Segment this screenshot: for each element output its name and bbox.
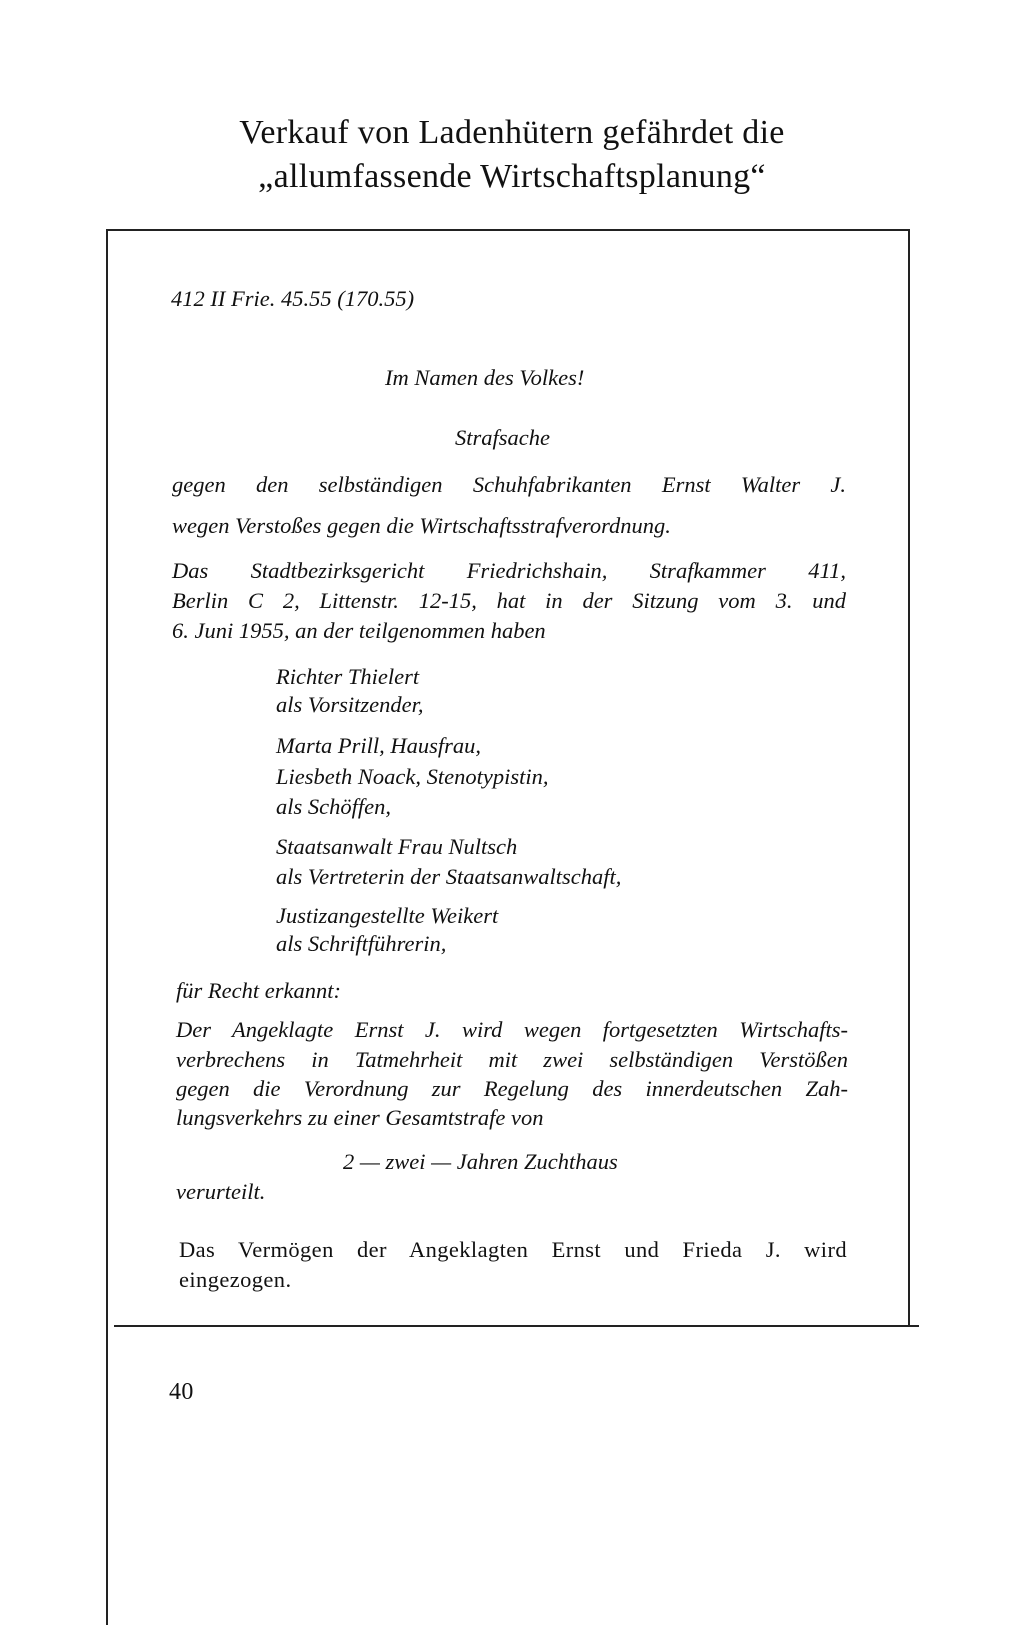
case-number: 412 II Frie. 45.55 (170.55) bbox=[171, 286, 415, 311]
court-line-1: Das Stadtbezirksgericht Friedrichshain, Strafkammer 411, bbox=[172, 558, 846, 583]
frame-top-rule bbox=[106, 229, 910, 231]
article-title-line-1: Verkauf von Ladenhütern gefährdet die bbox=[239, 114, 785, 151]
participant-line: Richter Thielert bbox=[276, 664, 420, 689]
verdict-line-3: gegen die Verordnung zur Regelung des innerdeutschen Zah- bbox=[176, 1076, 848, 1101]
verdict-heading: Im Namen des Volkes! bbox=[385, 365, 585, 390]
confiscation-line-2: eingezogen. bbox=[179, 1267, 292, 1292]
participant-line: Liesbeth Noack, Stenotypistin, bbox=[276, 764, 549, 789]
participant-line: Staatsanwalt Frau Nultsch bbox=[276, 834, 518, 859]
article-title-line-2: „allumfassende Wirtschaftsplanung“ bbox=[258, 158, 766, 195]
verdict-line-4: lungsverkehrs zu einer Gesamtstrafe von bbox=[176, 1105, 544, 1130]
verdict-intro: für Recht erkannt: bbox=[176, 978, 341, 1003]
participant-line: als Schriftführerin, bbox=[276, 931, 447, 956]
participant-line: als Schöffen, bbox=[276, 794, 391, 819]
verdict-line-1: Der Angeklagte Ernst J. wird wegen fortgesetzten Wirtschafts- bbox=[176, 1017, 848, 1042]
frame-bottom-rule bbox=[114, 1325, 919, 1327]
participant-line: Marta Prill, Hausfrau, bbox=[276, 733, 482, 758]
sentence-line: 2 — zwei — Jahren Zuchthaus bbox=[343, 1149, 618, 1174]
defendant-line: gegen den selbständigen Schuhfabrikanten Ernst Walter J. bbox=[172, 472, 846, 497]
participant-line: als Vertreterin der Staatsanwaltschaft, bbox=[276, 864, 622, 889]
verdict-line-2: verbrechens in Tatmehrheit mit zwei selbständigen Verstößen bbox=[176, 1047, 848, 1072]
charge-line: wegen Verstoßes gegen die Wirtschaftsstrafverordnung. bbox=[172, 513, 671, 538]
confiscation-line-1: Das Vermögen der Angeklagten Ernst und Frieda J. wird bbox=[179, 1237, 847, 1262]
court-line-2: Berlin C 2, Littenstr. 12-15, hat in der Sitzung vom 3. und bbox=[172, 588, 846, 613]
page-number: 40 bbox=[169, 1379, 194, 1405]
frame-left-rule bbox=[106, 229, 108, 1625]
participant-line: Justizangestellte Weikert bbox=[276, 903, 499, 928]
case-type: Strafsache bbox=[455, 425, 550, 450]
participant-line: als Vorsitzender, bbox=[276, 692, 424, 717]
frame-right-rule bbox=[908, 229, 910, 1325]
sentenced-line: verurteilt. bbox=[176, 1179, 266, 1204]
court-line-3: 6. Juni 1955, an der teilgenommen haben bbox=[172, 618, 546, 643]
